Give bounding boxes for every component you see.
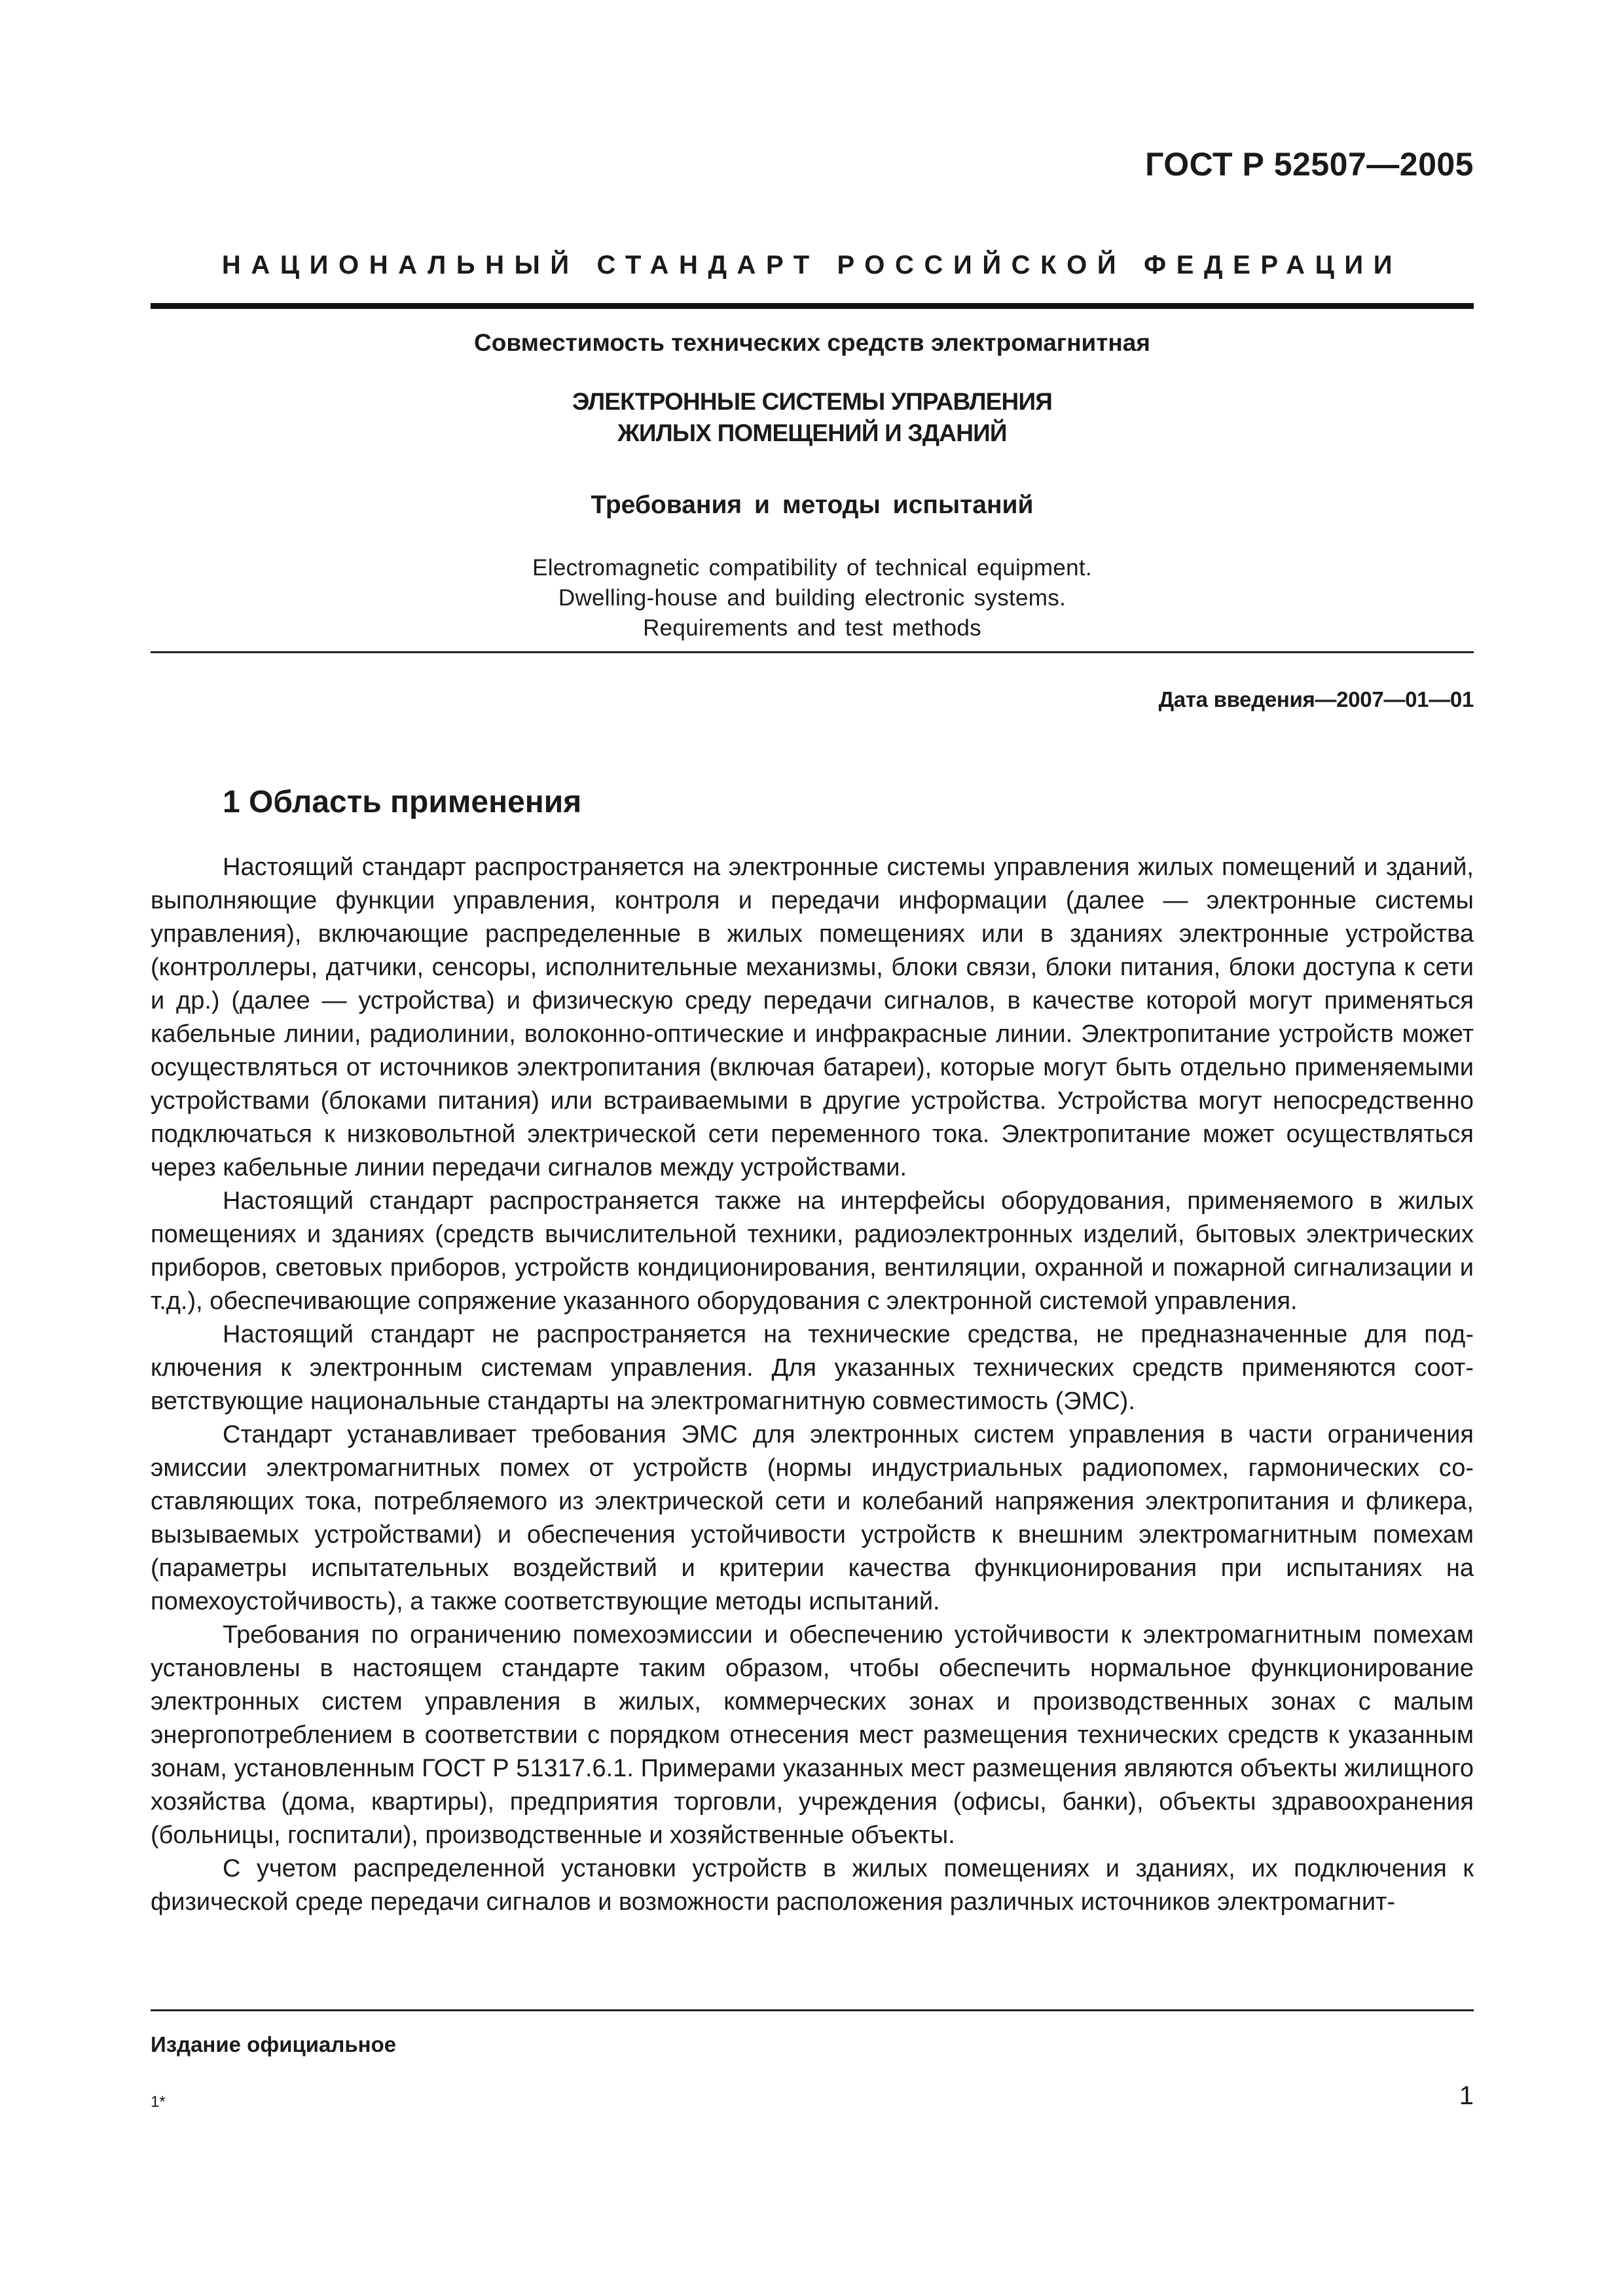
body-paragraph-6: С учетом распределенной установки устройств в жилых помещениях и зданиях, их подключения к физической среде передачи сигналов и возможности расположения различных источников электромагнит-	[151, 1855, 1474, 1916]
page-number: 1	[1459, 2081, 1474, 2110]
english-title-line-2: Dwelling-house and building electronic systems.	[558, 585, 1067, 611]
introduction-date: Дата введения—2007—01—01	[1158, 687, 1474, 711]
title-divider	[151, 651, 1474, 653]
standard-subject: Совместимость технических средств электромагнитная	[474, 329, 1150, 356]
national-standard-title: НАЦИОНАЛЬНЫЙ СТАНДАРТ РОССИЙСКОЙ ФЕДЕРАЦИИ	[221, 251, 1403, 279]
standard-subtitle: Требования и методы испытаний	[591, 491, 1034, 519]
body-paragraph-4: Стандарт устанавливает требования ЭМС для электронных систем управления в части ограничения эмиссии электромагнитных помех от устройств (нормы индустриальных радиопомех, гармонических составляющих тока, потребляемого из электрической сети и колебаний напряжения электропитания и фликера, вызываемых устройствами) и обеспечения устойчивости устройств к внешним электромагнитным помехам (параметры испытательных воздействий и критерии качества функционирования при испытаниях на помехоустойчивость), а также соответствующие методы испытаний.	[151, 1421, 1474, 1615]
body-paragraph-1: Настоящий стандарт распространяется на электронные системы управления жилых помещений и зданий, выполняющие функции управления, контроля и передачи информации (далее — электронные системы управления), включающие распределенные в жилых помещениях или в зданиях электронные устройства (контроллеры, датчики, сенсоры, исполнительные механизмы, блоки связи, блоки питания, блоки доступа к сети и др.) (далее — устройства) и физическую среду передачи сигналов, в качестве которой могут применяться кабельные линии, радиолинии, волоконно-оптические и инфракрасные линии. Электропитание устройств может осуществляться от источников электропитания (включая батареи), которые могут быть отдельно применяемыми устройствами (блоками питания) или встраиваемыми в другие устройства. Устройства могут непосредственно подключаться к низковольтной электрической сети переменного тока. Электропитание может осуществляться через кабельные линии передачи сигналов между устройствами.	[151, 853, 1474, 1181]
section-body	[151, 851, 1474, 1919]
standard-title-line-1: ЭЛЕКТРОННЫЕ СИСТЕМЫ УПРАВЛЕНИЯ	[572, 388, 1053, 415]
body-paragraph-5: Требования по ограничению помехоэмиссии и обеспечению устойчивости к электромагнитным помехам установлены в настоящем стандарте таким образом, чтобы обеспечить нормальное функционирование электронных систем управления в жилых, коммерческих зонах и производственных зонах с малым энергопотреблением в соответствии с порядком отнесения мест размещения технических средств к указанным зонам, установленным ГОСТ Р 51317.6.1. Примерами указанных мест размещения являются объекты жилищного хозяйства (дома, квартиры), предприятия торговли, учреждения (офисы, банки), объекты здравоохранения (больницы, госпитали), производственные и хозяйственные объекты.	[151, 1621, 1474, 1849]
english-title	[151, 553, 1474, 643]
sheet-mark: 1*	[151, 2093, 166, 2111]
edition-label: Издание официальное	[151, 2032, 397, 2056]
header-divider	[151, 303, 1474, 309]
body-paragraph-3: Настоящий стандарт не распространяется на технические средства, не предназначенные для подключения к электронным системам управления. Для указанных технических средств применяются соответствующие национальные стандарты на электромагнитную совместимость (ЭМС).	[151, 1321, 1474, 1415]
english-title-line-1: Electromagnetic compatibility of technical equipment.	[532, 555, 1092, 581]
document-number: ГОСТ Р 52507—2005	[1145, 146, 1474, 183]
section-heading: 1 Область применения	[223, 785, 582, 819]
english-title-line-3: Requirements and test methods	[643, 615, 981, 641]
standard-title	[151, 386, 1474, 449]
body-paragraph-2: Настоящий стандарт распространяется также на интерфейсы оборудования, применяемого в жилых помещениях и зданиях (средств вычислительной техники, радиоэлектронных изделий, бытовых электрических приборов, световых приборов, устройств кондиционирования, вентиляции, охранной и пожарной сигнализации и т.д.), обеспечивающие сопряжение указанного оборудования с электронной системой управления.	[151, 1187, 1474, 1315]
footer-divider	[151, 2009, 1474, 2011]
standard-title-line-2: ЖИЛЫХ ПОМЕЩЕНИЙ И ЗДАНИЙ	[617, 420, 1007, 446]
